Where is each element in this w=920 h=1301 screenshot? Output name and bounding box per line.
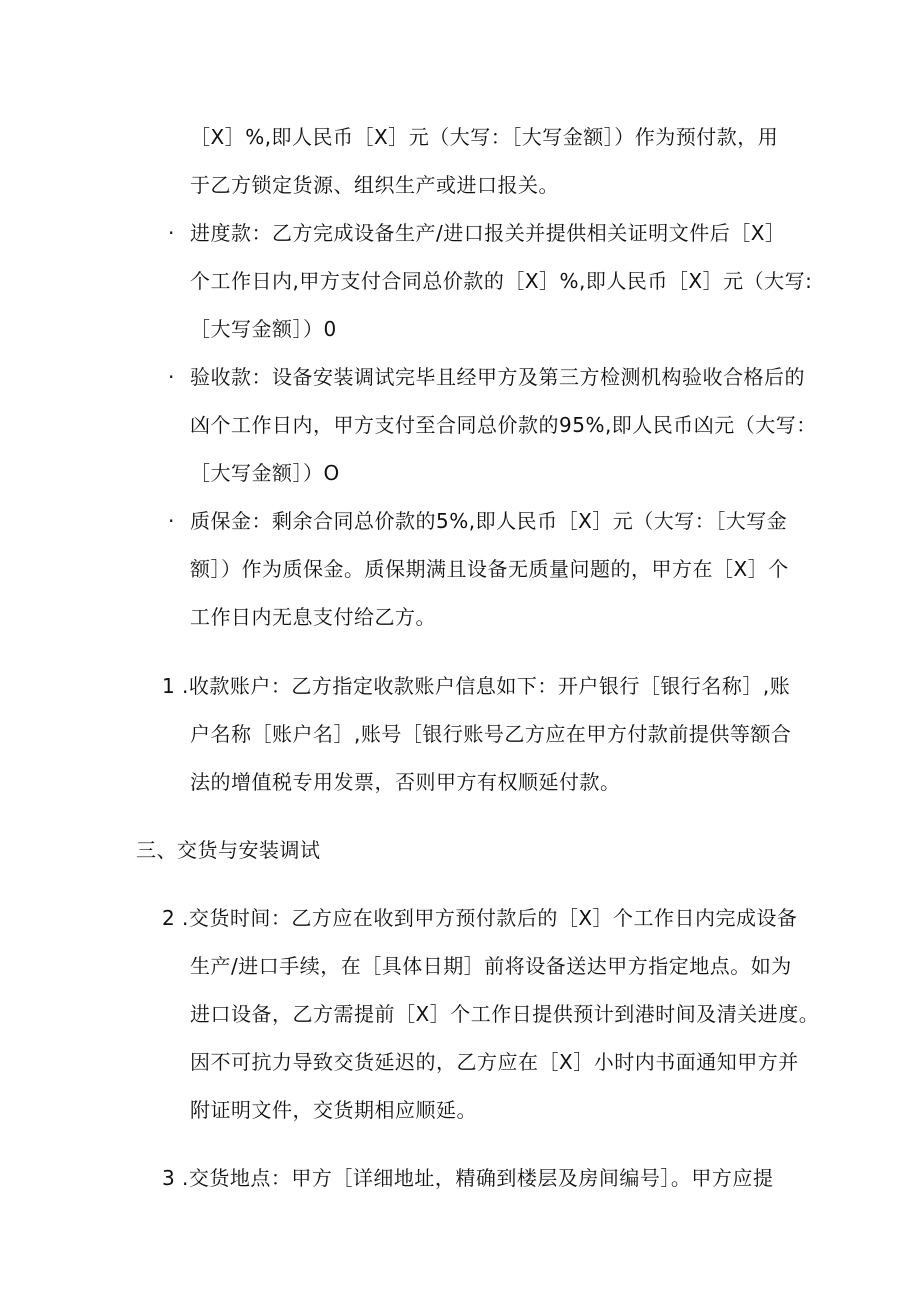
- item2-line-2: 生产/进口手续，在［具体日期］前将设备送达甲方指定地点。如为: [190, 954, 792, 978]
- item2-line-5: 附证明文件，交货期相应顺延。: [190, 1098, 477, 1122]
- bullet-warranty-line-3: 工作日内无息支付给乙方。: [190, 605, 436, 629]
- bullet-progress-line-2: 个工作日内,甲方支付合同总价款的［X］%,即人民币［X］元（大写:: [190, 269, 813, 293]
- prepay-line-2: 于乙方锁定货源、组织生产或进口报关。: [190, 173, 559, 197]
- bullet-acceptance-line-2: 凶个工作日内，甲方支付至合同总价款的95%,即人民币凶元（大写：: [190, 413, 817, 437]
- item2-line-1: .交货时间：乙方应在收到甲方预付款后的［X］个工作日内完成设备: [182, 906, 798, 930]
- item-number: 2: [162, 906, 175, 930]
- section-heading: 三、交货与安装调试: [136, 838, 321, 862]
- bullet-progress-line-1: 进度款：乙方完成设备生产/进口报关并提供相关证明文件后［X］: [190, 221, 786, 245]
- bullet-warranty-line-2: 额］）作为质保金。质保期满且设备无质量问题的，甲方在［X］个: [190, 557, 789, 581]
- bullet-marker: ·: [168, 509, 175, 533]
- bullet-marker: ·: [168, 221, 175, 245]
- bullet-warranty-line-1: 质保金：剩余合同总价款的5%,即人民币［X］元（大写：［大写金: [190, 509, 788, 533]
- bullet-progress-line-3: ［大写金额］）0: [190, 317, 337, 341]
- bullet-acceptance-line-3: ［大写金额］）O: [190, 461, 340, 485]
- item3-line-1: .交货地点：甲方［详细地址，精确到楼层及房间编号］。甲方应提: [182, 1166, 774, 1190]
- item-number: 1: [162, 674, 175, 698]
- bullet-acceptance-line-1: 验收款：设备安装调试完毕且经甲方及第三方检测机构验收合格后的: [190, 365, 805, 389]
- bullet-marker: ·: [168, 365, 175, 389]
- item2-line-4: 因不可抗力导致交货延迟的，乙方应在［X］小时内书面通知甲方并: [190, 1050, 799, 1074]
- item1-line-3: 法的增值税专用发票，否则甲方有权顺延付款。: [190, 770, 621, 794]
- item-number: 3: [162, 1166, 175, 1190]
- item1-line-2: 户名称［账户名］,账号［银行账号乙方应在甲方付款前提供等额合: [190, 722, 792, 746]
- item1-line-1: .收款账户：乙方指定收款账户信息如下：开户银行［银行名称］,账: [182, 674, 791, 698]
- item2-line-3: 进口设备，乙方需提前［X］个工作日提供预计到港时间及清关进度。: [190, 1002, 820, 1026]
- prepay-line-1: ［X］%,即人民币［X］元（大写：［大写金额］）作为预付款，用: [190, 125, 779, 149]
